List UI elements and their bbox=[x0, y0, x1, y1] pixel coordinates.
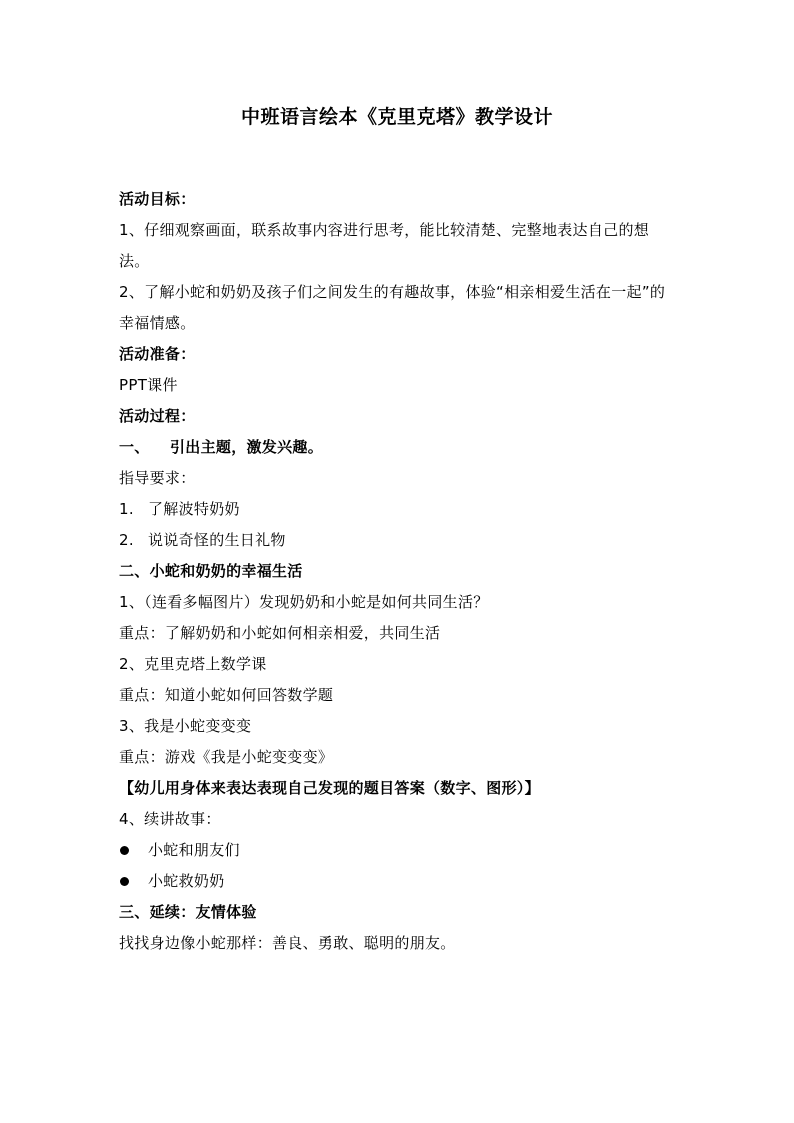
section-1-title: 引出主题，激发兴趣。 bbox=[170, 438, 324, 456]
prep-text: PPT课件 bbox=[119, 376, 178, 394]
section-1-item-2 bbox=[119, 525, 679, 556]
section-1-number: 一、 bbox=[119, 438, 150, 456]
goals-heading: 活动目标： bbox=[119, 190, 196, 208]
document-body bbox=[119, 184, 679, 959]
section-3-text: 找找身边像小蛇那样：善良、勇敢、聪明的朋友。 bbox=[119, 934, 456, 952]
section-2-step-2: 2、克里克塔上数学课 bbox=[119, 655, 267, 673]
list-item-text: 了解波特奶奶 bbox=[148, 500, 240, 518]
section-2-step-3: 3、我是小蛇变变变 bbox=[119, 717, 252, 735]
section-2-bullet-1 bbox=[119, 835, 679, 866]
section-2-step-2-key: 重点：知道小蛇如何回答数学题 bbox=[119, 686, 334, 704]
section-2-step-1: 1、（连看多幅图片）发现奶奶和小蛇是如何共同生活？ bbox=[119, 593, 489, 611]
section-1-item-1 bbox=[119, 494, 679, 525]
bullet-icon bbox=[120, 877, 129, 886]
list-number: 2. bbox=[119, 531, 134, 549]
process-heading: 活动过程： bbox=[119, 407, 196, 425]
prep-heading: 活动准备： bbox=[119, 345, 196, 363]
goal-item-1: 1、仔细观察画面，联系故事内容进行思考，能比较清楚、完整地表达自己的想法。 bbox=[119, 221, 650, 270]
goal-item-2: 2、了解小蛇和奶奶及孩子们之间发生的有趣故事，体验“相亲相爱生活在一起”的幸福情感。 bbox=[119, 283, 666, 332]
bullet-text: 小蛇救奶奶 bbox=[148, 872, 225, 890]
section-2-step-3-key: 重点：游戏《我是小蛇变变变》 bbox=[119, 748, 334, 766]
bullet-text: 小蛇和朋友们 bbox=[148, 841, 240, 859]
section-2-bullet-2 bbox=[119, 866, 679, 897]
section-2-step-1-key: 重点：了解奶奶和小蛇如何相亲相爱，共同生活 bbox=[119, 624, 441, 642]
section-1-heading bbox=[119, 432, 679, 463]
list-number: 1. bbox=[119, 500, 134, 518]
section-1-guide: 指导要求： bbox=[119, 469, 196, 487]
section-2-step-4: 4、续讲故事： bbox=[119, 810, 221, 828]
list-item-text: 说说奇怪的生日礼物 bbox=[148, 531, 286, 549]
document-title: 中班语言绘本《克里克塔》教学设计 bbox=[240, 106, 553, 128]
section-2-heading: 二、小蛇和奶奶的幸福生活 bbox=[119, 562, 303, 580]
section-3-heading: 三、延续：友情体验 bbox=[119, 903, 257, 921]
bullet-icon bbox=[120, 846, 129, 855]
section-2-step-3-note: 【幼儿用身体来表达表现自己发现的题目答案（数字、图形）】 bbox=[119, 779, 540, 797]
